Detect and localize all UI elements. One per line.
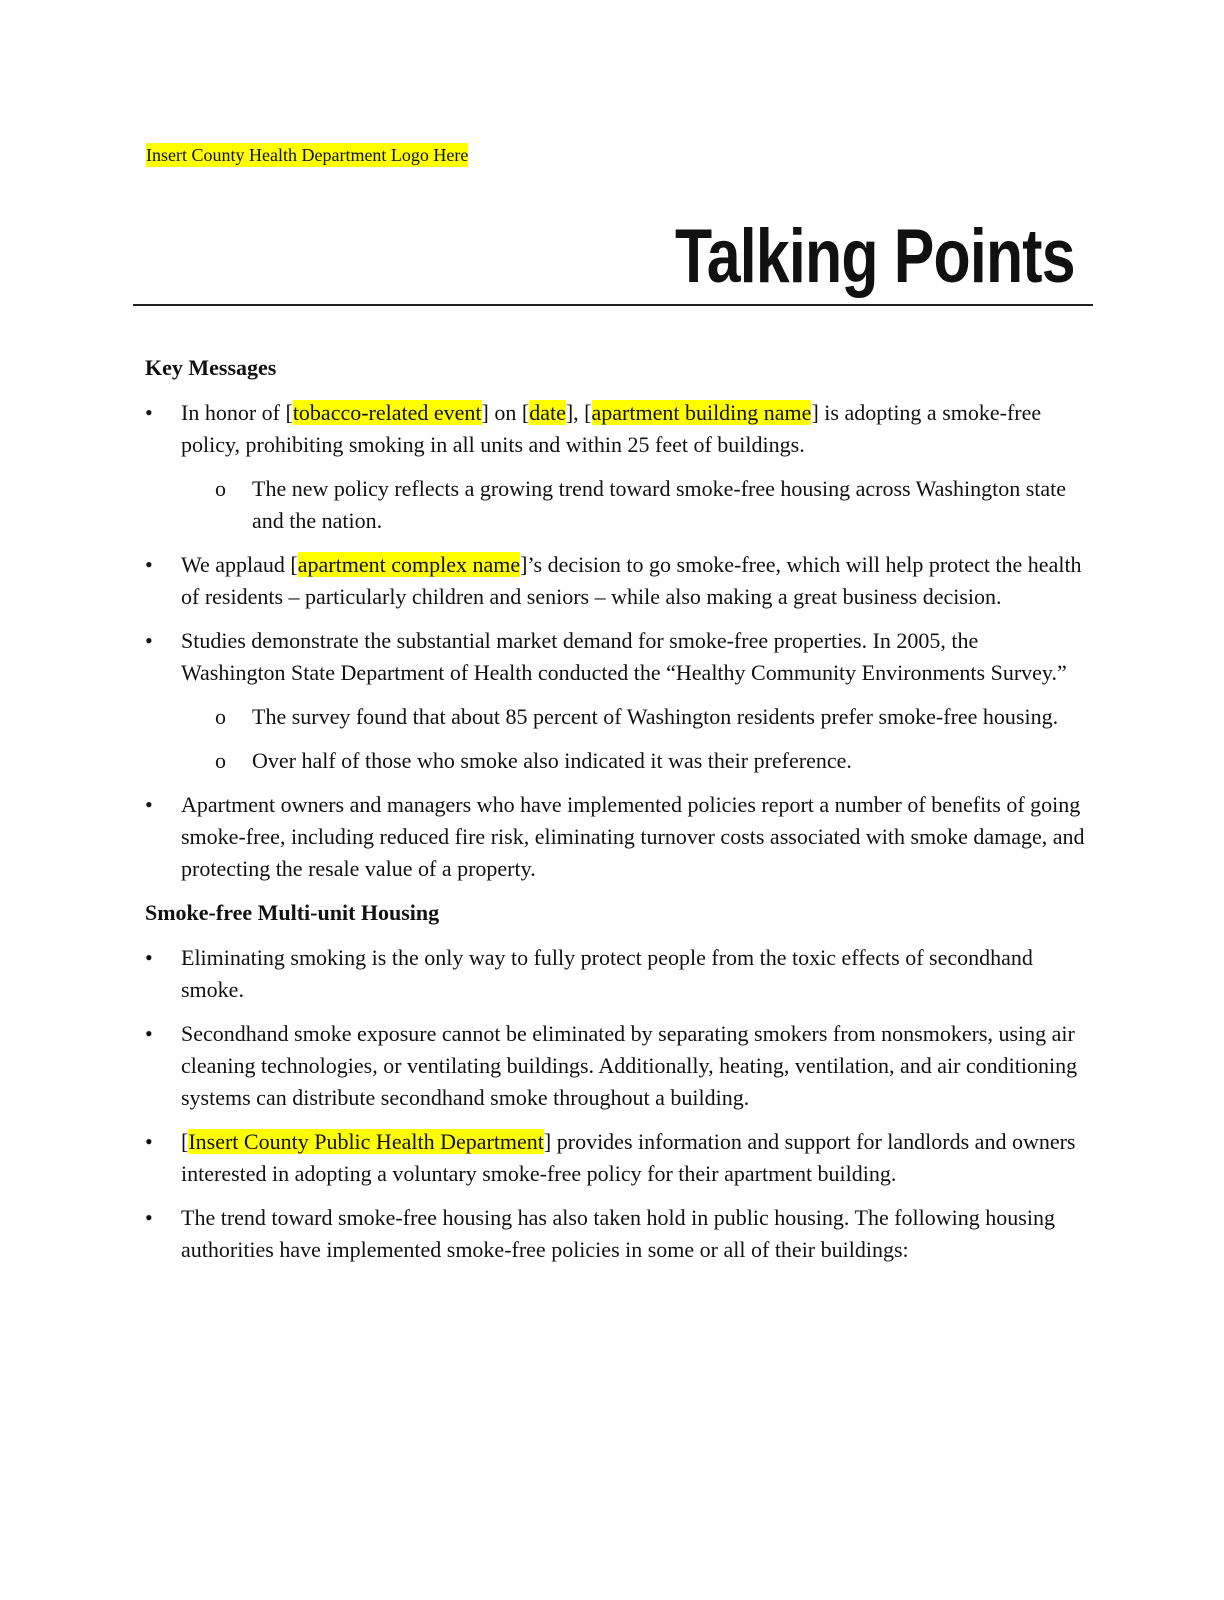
list-item bbox=[145, 1126, 1085, 1190]
placeholder-highlight: apartment building name bbox=[591, 400, 812, 425]
text-run: [ bbox=[181, 1129, 189, 1154]
list-item bbox=[145, 549, 1085, 613]
text-run: Studies demonstrate the substantial market demand for smoke-free properties. In 2005, the Washington State Department of Health conducted the “Healthy Community Environments Survey.” bbox=[181, 628, 1067, 685]
sub-list-item: o Over half of those who smoke also indicated it was their preference. bbox=[181, 745, 1085, 777]
list-item: • The trend toward smoke-free housing has also taken hold in public housing. The following housing authorities have implemented smoke-free policies in some or all of their buildings: bbox=[145, 1202, 1085, 1266]
list-item bbox=[145, 625, 1085, 777]
title-divider bbox=[133, 304, 1093, 306]
document-body bbox=[145, 352, 1085, 1278]
sub-list bbox=[181, 701, 1085, 777]
text-run: ] is adopting a smoke-free policy, prohibiting smoking in all units and within 25 feet of buildings. bbox=[181, 400, 1042, 457]
text-run: In honor of [ bbox=[181, 400, 293, 425]
list-item bbox=[145, 397, 1085, 537]
text-run: ]’s decision to go smoke-free, which will help protect the health of residents – particularly children and seniors – while also making a great business decision. bbox=[181, 552, 1082, 609]
text-run: ] on [ bbox=[481, 400, 530, 425]
text-run: ] provides information and support for landlords and owners interested in adopting a voluntary smoke-free policy for their apartment building. bbox=[181, 1129, 1076, 1186]
placeholder-highlight: apartment complex name bbox=[297, 552, 521, 577]
section-heading-key-messages: Key Messages bbox=[145, 355, 277, 380]
text-run: ], [ bbox=[565, 400, 592, 425]
placeholder-highlight: tobacco-related event bbox=[292, 400, 482, 425]
list-item: • Secondhand smoke exposure cannot be eliminated by separating smokers from nonsmokers, using air cleaning technologies, or ventilating buildings. Additionally, heating, ventilation, and air conditioning systems can distribute secondhand smoke throughout a building. bbox=[145, 1018, 1085, 1114]
sub-list bbox=[181, 473, 1085, 537]
text-run: We applaud [ bbox=[181, 552, 298, 577]
sub-list-item: o The new policy reflects a growing trend toward smoke-free housing across Washington state and the nation. bbox=[181, 473, 1085, 537]
placeholder-highlight: date bbox=[529, 400, 566, 425]
key-messages-list bbox=[145, 397, 1085, 885]
list-item: • Eliminating smoking is the only way to fully protect people from the toxic effects of secondhand smoke. bbox=[145, 942, 1085, 1006]
sub-list-item: o The survey found that about 85 percent of Washington residents prefer smoke-free housing. bbox=[181, 701, 1085, 733]
logo-placeholder: Insert County Health Department Logo Here bbox=[146, 145, 469, 165]
list-item: • Apartment owners and managers who have implemented policies report a number of benefits of going smoke-free, including reduced fire risk, eliminating turnover costs associated with smoke damage, and protecting the resale value of a property. bbox=[145, 789, 1085, 885]
section-heading-multi-unit-housing: Smoke-free Multi-unit Housing bbox=[145, 900, 440, 925]
placeholder-highlight: Insert County Public Health Department bbox=[188, 1129, 544, 1154]
multi-unit-list bbox=[145, 942, 1085, 1266]
page-title: Talking Points bbox=[675, 214, 1075, 299]
